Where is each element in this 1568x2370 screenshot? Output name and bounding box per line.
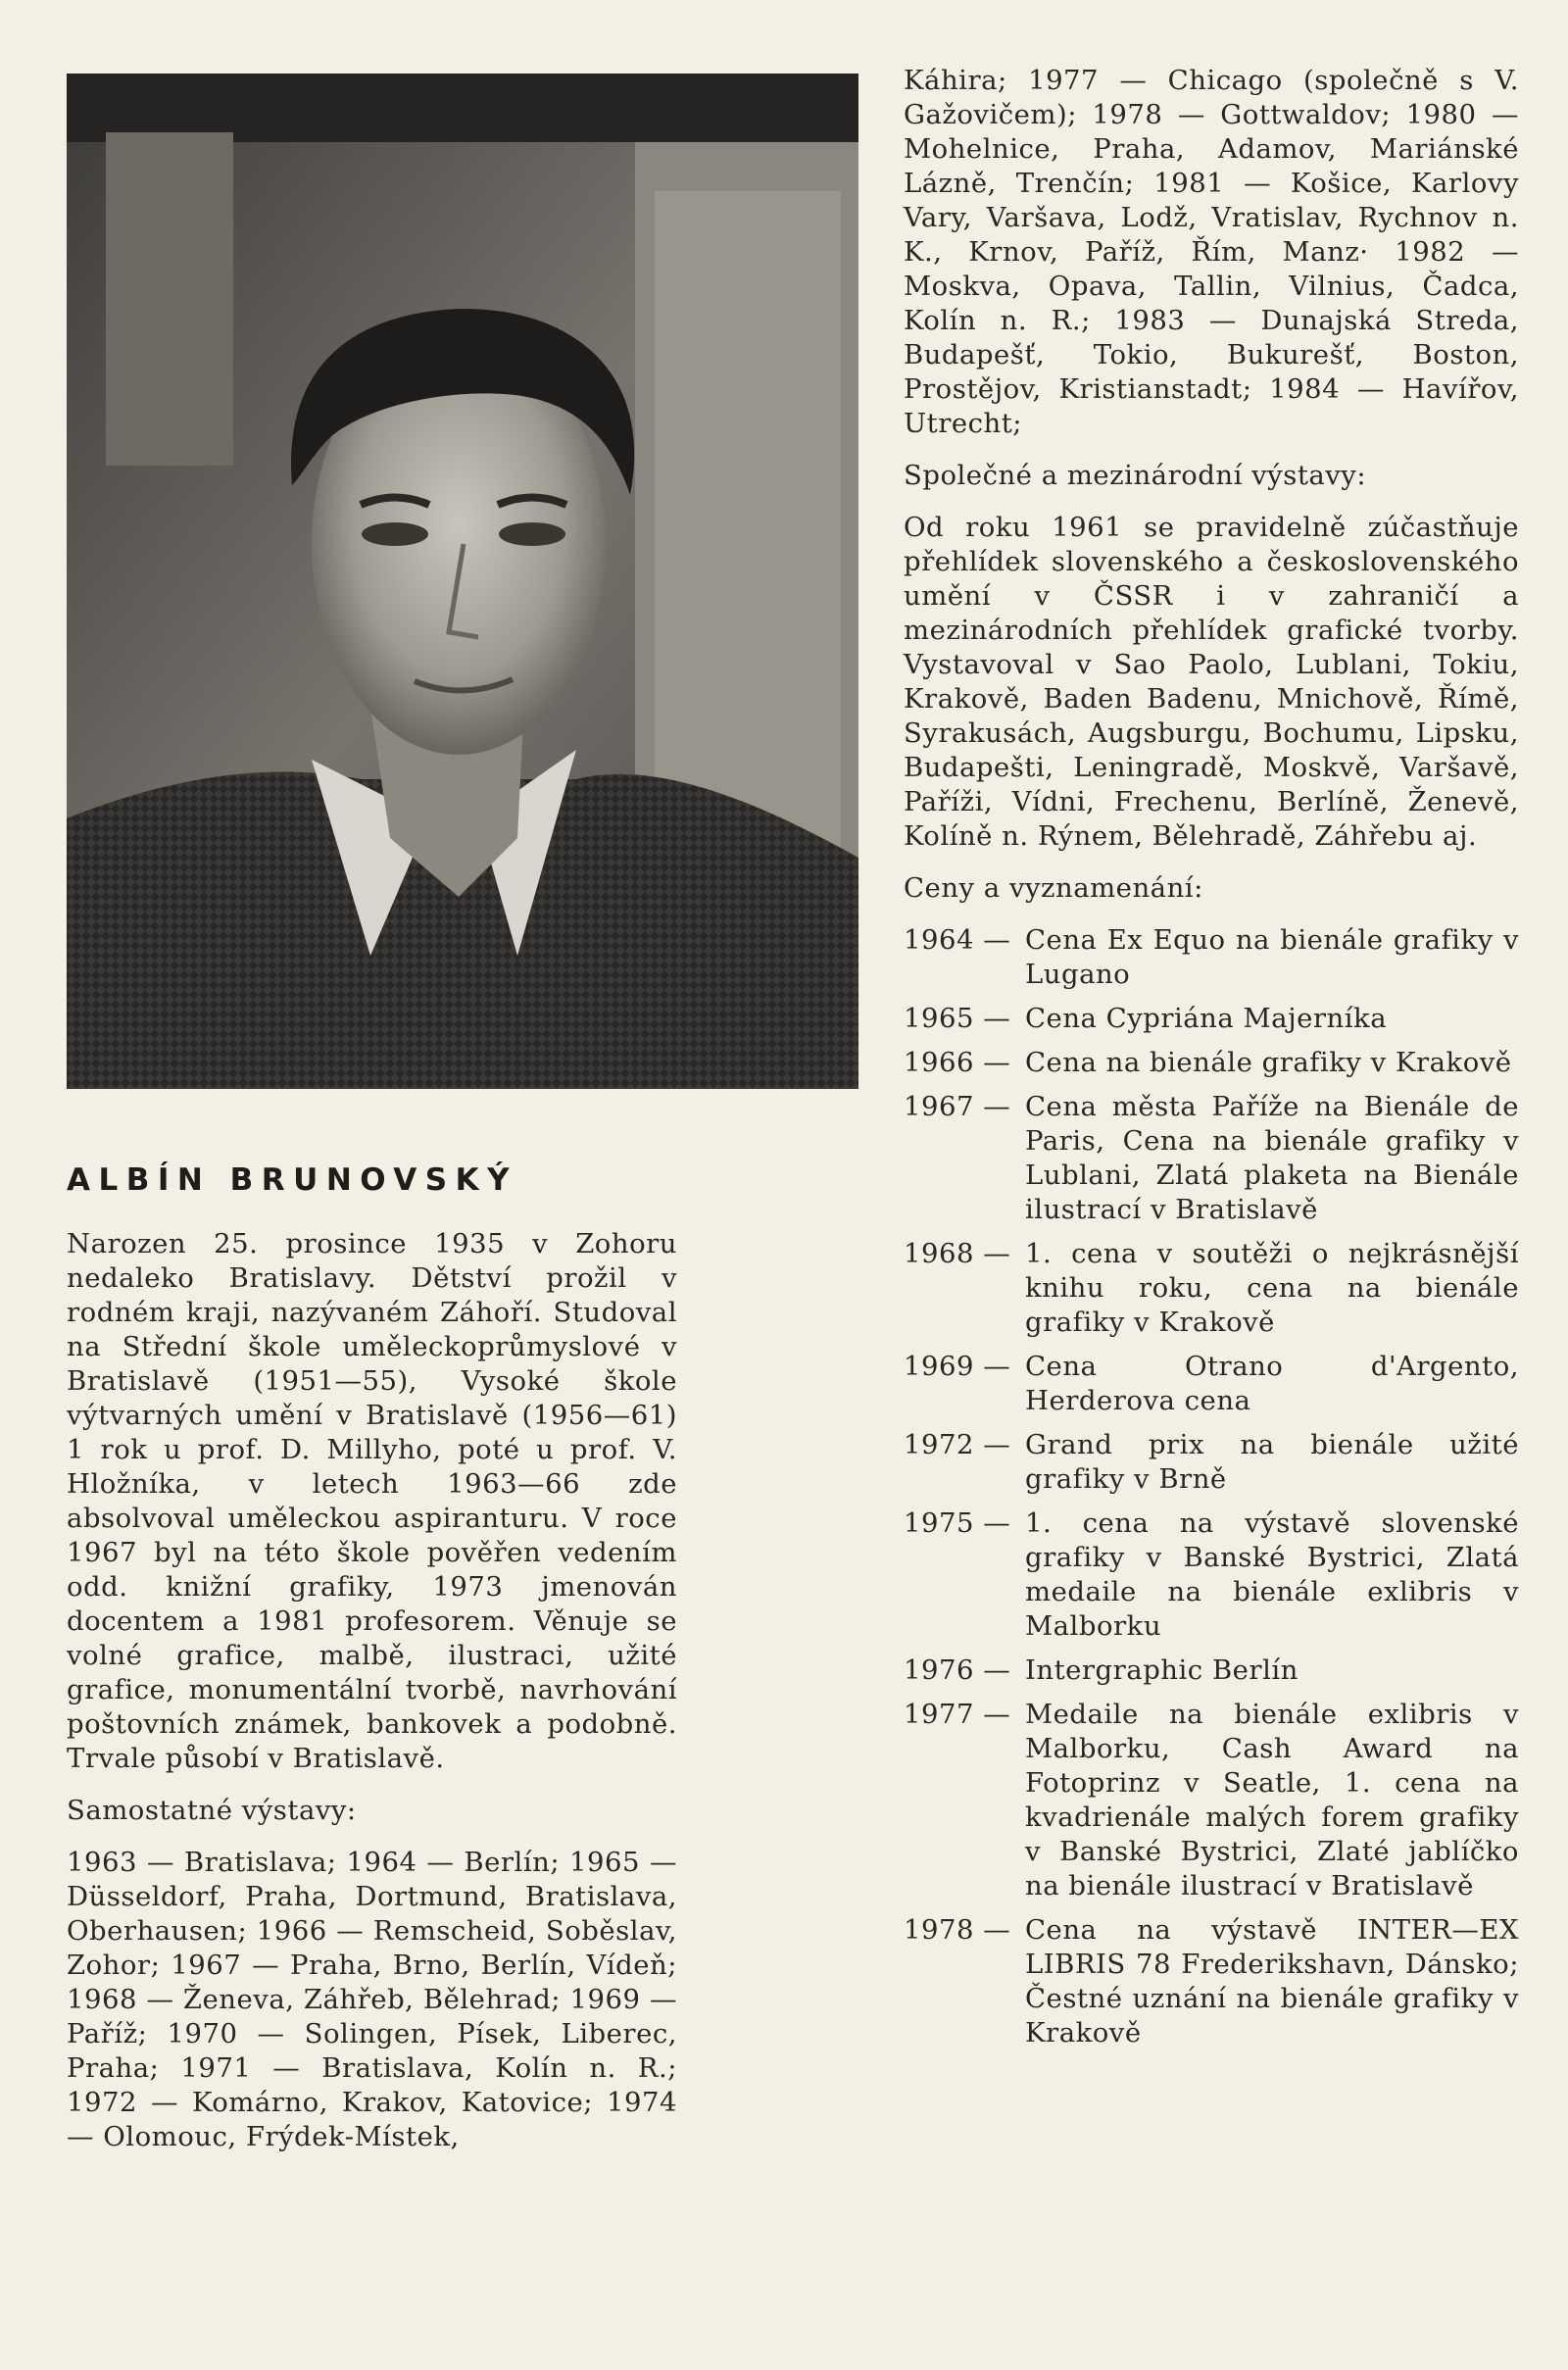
award-text: Cena Otrano d'Argento, Herderova cena [1025, 1351, 1519, 1416]
award-year: 1966 — [904, 1047, 1011, 1078]
award-text: 1. cena na výstavě slovenské grafiky v Banské Bystrici, Zlatá medaile na bienále exlibris v Malborku [1025, 1507, 1519, 1642]
award-text: Intergraphic Berlín [1025, 1654, 1298, 1686]
award-year: 1978 — [904, 1914, 1011, 1946]
award-item [904, 1428, 1519, 1497]
award-year: 1969 — [904, 1351, 1011, 1382]
award-item [904, 1654, 1519, 1688]
award-item [904, 1350, 1519, 1418]
artist-name-heading: ALBÍN BRUNOVSKÝ [67, 1162, 518, 1198]
award-text: Cena Ex Equo na bienále grafiky v Lugano [1025, 924, 1519, 990]
award-year: 1972 — [904, 1429, 1011, 1460]
award-year: 1975 — [904, 1507, 1011, 1539]
group-exhibitions-text: Od roku 1961 se pravidelně zúčastňuje přehlídek slovenského a československého umění v ČSSR i v zahraničí a mezinárodních přehlídek grafické tvorby. Vystavoval v Sao Paolo, Lublani, Tokiu, Krakově, Baden Badenu, Mnichově, Římě, Syrakusách, Augsburgu, Bochumu, Lipsku, Budapešti, Leningradě, Moskvě, Varšavě, Paříži, Vídni, Frechenu, Berlíně, Ženevě, Kolíně n. Rýnem, Bělehradě, Záhřebu aj. [904, 512, 1519, 852]
award-text: Cena na výstavě INTER—EX LIBRIS 78 Frederikshavn, Dánsko; Čestné uznání na bienále grafiky v Krakově [1025, 1914, 1519, 2049]
award-item [904, 1046, 1519, 1080]
award-item [904, 1698, 1519, 1903]
award-text: Cena města Paříže na Bienále de Paris, Cena na bienále grafiky v Lublani, Zlatá plaketa na Bienále ilustrací v Bratislavě [1025, 1091, 1519, 1225]
award-item [904, 923, 1519, 992]
biography-paragraph: Narozen 25. prosince 1935 v Zohoru nedaleko Bratislavy. Dětství prožil v rodném kraji, nazývaném Záhoří. Studoval na Střední škole uměleckoprůmyslové v Bratislavě (1951—55), Vysoké škole výtvarných umění v Bratislavě (1956—61) 1 rok u prof. D. Millyho, poté u prof. V. Hložníka, v letech 1963—66 zde absolvoval uměleckou aspiranturu. V roce 1967 byl na této škole pověřen vedením odd. knižní grafiky, 1973 jmenován docentem a 1981 profesorem. Věnuje se volné grafice, malbě, ilustraci, užité grafice, monumentální tvorbě, navrhování poštovních známek, bankovek a podobně. Trvale působí v Bratislavě. [67, 1228, 677, 1774]
portrait-image [67, 74, 858, 1089]
award-year: 1964 — [904, 924, 1011, 956]
award-item [904, 1002, 1519, 1036]
artist-portrait-photo [67, 74, 858, 1089]
award-year: 1976 — [904, 1654, 1011, 1686]
group-exhibitions-heading: Společné a mezinárodní výstavy: [904, 460, 1367, 491]
award-item [904, 1506, 1519, 1644]
award-text: Medaile na bienále exlibris v Malborku, Cash Award na Fotoprinz v Seatle, 1. cena na kvadrienále malých forem grafiky v Banské Bystrici, Zlaté jablíčko na bienále ilustrací v Bratislavě [1025, 1699, 1519, 1901]
award-year: 1968 — [904, 1238, 1011, 1269]
award-item [904, 1913, 1519, 2050]
right-column [904, 64, 1519, 2050]
awards-list [904, 923, 1519, 2050]
solo-exhibitions-list: 1963 — Bratislava; 1964 — Berlín; 1965 — Düsseldorf, Praha, Dortmund, Bratislava, Oberhausen; 1966 — Remscheid, Soběslav, Zohor; 1967 — Praha, Brno, Berlín, Vídeň; 1968 — Ženeva, Záhřeb, Bělehrad; 1969 — Paříž; 1970 — Solingen, Písek, Liberec, Praha; 1971 — Bratislava, Kolín n. R.; 1972 — Komárno, Krakov, Katovice; 1974 — Olomouc, Frýdek-Místek, [67, 1847, 677, 2152]
award-year: 1965 — [904, 1003, 1011, 1034]
award-year: 1977 — [904, 1699, 1011, 1730]
award-item [904, 1090, 1519, 1227]
solo-exhibitions-heading: Samostatné výstavy: [67, 1795, 357, 1826]
award-text: 1. cena v soutěži o nejkrásnější knihu roku, cena na bienále grafiky v Krakově [1025, 1238, 1519, 1338]
award-year: 1967 — [904, 1091, 1011, 1122]
award-text: Cena na bienále grafiky v Krakově [1025, 1047, 1512, 1078]
left-column [67, 1227, 677, 2154]
award-text: Grand prix na bienále užité grafiky v Brně [1025, 1429, 1519, 1495]
solo-exhibitions-list-continued: Káhira; 1977 — Chicago (společně s V. Gažovičem); 1978 — Gottwaldov; 1980 — Mohelnice, Praha, Adamov, Mariánské Lázně, Trenčín; 1981 — Košice, Karlovy Vary, Varšava, Lodž, Vratislav, Rychnov n. K., Krnov, Paříž, Řím, Manz· 1982 — Moskva, Opava, Tallin, Vilnius, Čadca, Kolín n. R.; 1983 — Dunajská Streda, Budapešť, Tokio, Bukurešť, Boston, Prostějov, Kristianstadt; 1984 — Havířov, Utrecht; [904, 65, 1519, 439]
awards-heading: Ceny a vyznamenání: [904, 872, 1203, 904]
award-text: Cena Cypriána Majerníka [1025, 1003, 1388, 1034]
award-item [904, 1237, 1519, 1340]
